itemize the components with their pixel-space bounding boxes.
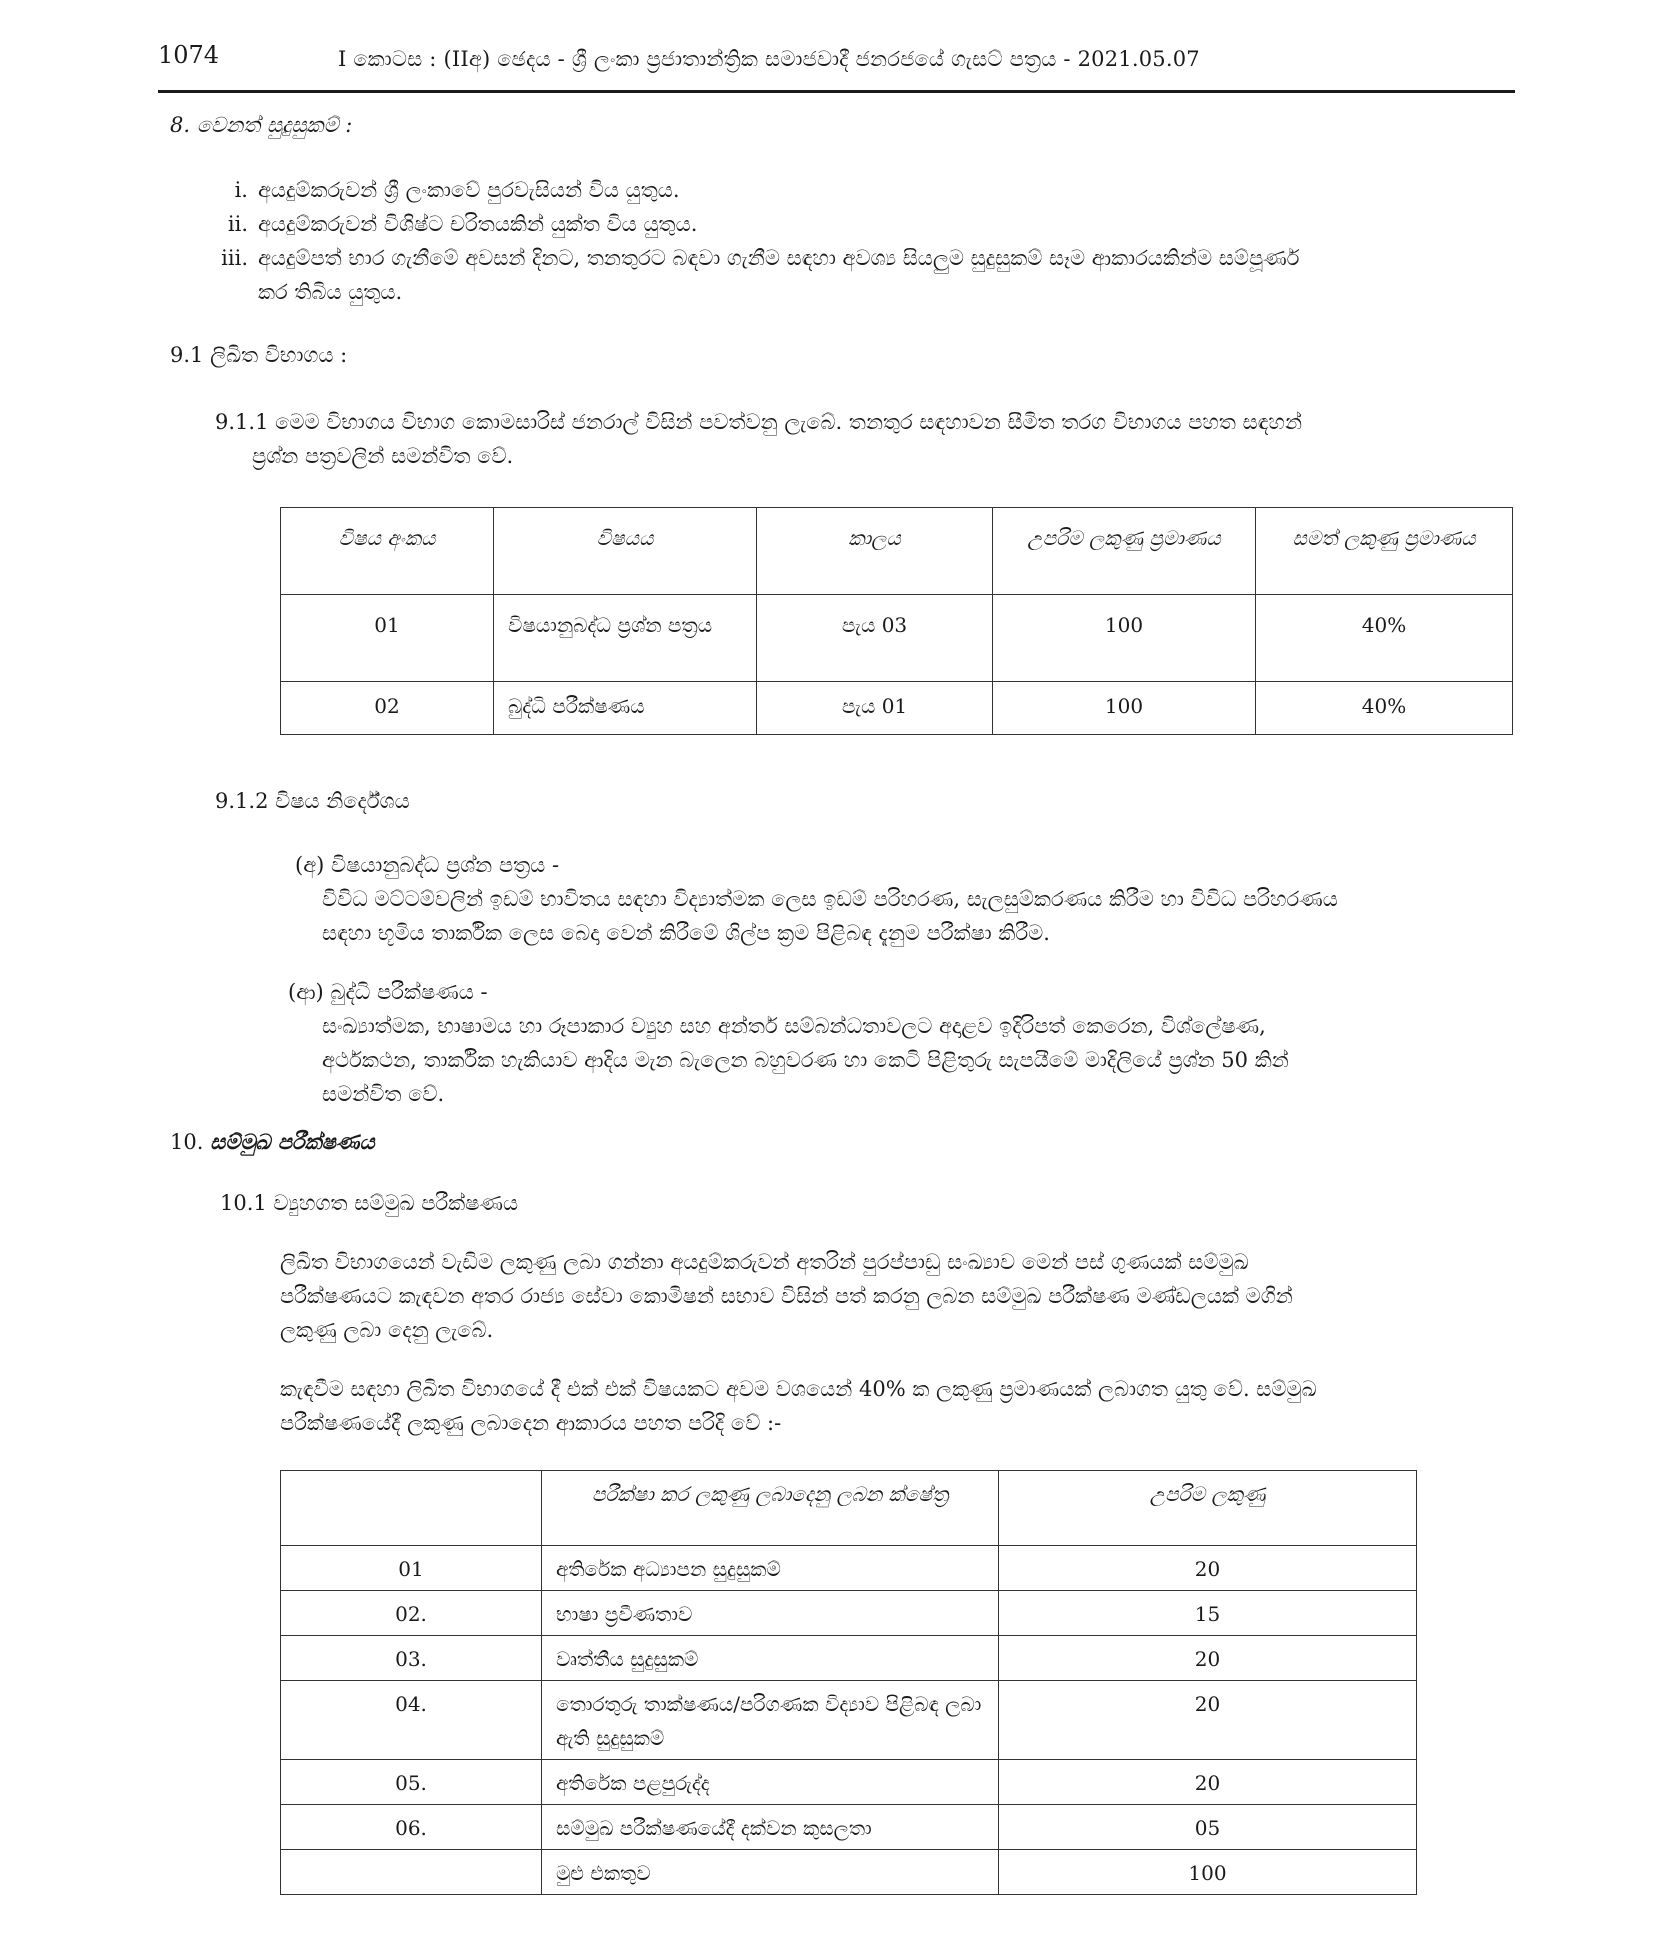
para-10-1-line: ලිඛිත විභාගයෙන් වැඩිම ලකුණු ලබා ගන්නා අයදුම්කරුවන් අතරින් පුරප්පාඩු සංඛ්‍යාව මෙන් පස් ගුණයක් සම්මුඛ (280, 1250, 1249, 1274)
table-row: 04. තොරතුරු තාක්ෂණය/පරිගණක විද්‍යාව පිළිබඳ ලබා ඇති සුදුසුකම් 20 (281, 1681, 1417, 1760)
para-9-1-1-line: 9.1.1 මෙම විභාගය විභාග කොමසාරිස් ජනරාල් විසින් පවත්වනු ලැබේ. තනතුර සඳහාවන සීමිත තරග විභාගය පහත සඳහන් (215, 410, 1303, 434)
para-10-1-line: කැඳවීම සඳහා ලිඛිත විභාගයේ දී එක් එක් විෂයකට අවම වශයෙන් 40% ක ලකුණු ප්‍රමාණයක් ලබාගත යුතු වේ. සම්මුඛ (280, 1377, 1317, 1401)
syllabus-a-line: විවිධ මට්ටම්වලින් ඉඩම් භාවිතය සඳහා විද්‍යාත්මක ලෙස ඉඩම් පරිහරණ, සැලසුම්කරණය කිරීම හා විවිධ පරිහරණය (322, 887, 1338, 911)
section-8-heading: 8. වෙනත් සුදුසුකම් : (170, 113, 353, 137)
table-row: 02. භාෂා ප්‍රවීණතාව 15 (281, 1591, 1417, 1636)
column-header: පරීක්ෂා කර ලකුණු ලබාදෙනු ලබන ක්ෂේත්‍ර (542, 1471, 999, 1546)
section-10-1-heading: 10.1 ව්‍යුහගත සම්මුඛ පරීක්ෂණය (220, 1191, 519, 1215)
syllabus-a-line: සඳහා භූමිය තාර්කික ලෙස බෙදා වෙන් කිරීමේ ශිල්ප ක්‍රම පිළිබඳ දැනුම පරීක්ෂා කිරීම. (322, 921, 1050, 945)
column-header: කාලය (757, 508, 993, 595)
syllabus-a-heading: (අ) විෂයානුබද්ධ ප්‍රශ්න පත්‍රය - (295, 853, 560, 877)
column-header: සමත් ලකුණු ප්‍රමාණය (1256, 508, 1513, 595)
column-header: විෂයය (494, 508, 757, 595)
para-9-1-1-line: ප්‍රශ්න පත්‍රවලින් සමන්විත වේ. (252, 444, 514, 468)
syllabus-aa-line: සමන්විත වේ. (322, 1082, 445, 1106)
table-row: 01 අතිරේක අධ්‍යාපන සුදුසුකම් 20 (281, 1546, 1417, 1591)
section-9-1-heading: 9.1 ලිඛිත විභාගය : (170, 343, 348, 367)
table-row: මුළු එකතුව 100 (281, 1850, 1417, 1895)
column-header: උපරිම ලකුණු (999, 1471, 1417, 1546)
page-number: 1074 (158, 41, 220, 69)
table-row: 02 බුද්ධි පරීක්ෂණය පැය 01 100 40% (281, 682, 1513, 735)
list-item: ii. අයදුම්කරුවන් විශිෂ්ට චරිතයකින් යුක්ත විය යුතුය. (227, 212, 698, 236)
table-row: 06. සම්මුඛ පරීක්ෂණයේදී දක්වන කුසලතා 05 (281, 1805, 1417, 1850)
table-header-row (281, 1471, 1417, 1546)
gazette-title: I කොටස : (IIඅ) ඡෙදය - ශ්‍රී ලංකා ප්‍රජාතාන්ත්‍රික සමාජවාදී ජනරජයේ ගැසට් පත්‍රය - 2021.05.07 (338, 47, 1200, 71)
para-10-1-line: පරීක්ෂණයට කැඳවන අතර රාජ්‍ය සේවා කොමිෂන් සභාව විසින් පත් කරනු ලබන සම්මුඛ පරීක්ෂණ මණ්ඩලයක් මගින් (280, 1284, 1293, 1308)
list-item: iii. අයදුම්පත් භාර ගැනීමේ අවසන් දිනට, තනතුරට බඳවා ගැනීම සඳහා අවශ්‍ය සියලුම සුදුසුකම් සෑම ආකාරයකින්ම සම්පූර්ණ (221, 246, 1300, 270)
table-row: 05. අතිරේක පළපුරුද්ද 20 (281, 1760, 1417, 1805)
table-header-row (281, 508, 1513, 595)
para-9-1-2: 9.1.2 විෂය නිර්දේශය (215, 789, 410, 813)
table-row: 01 විෂයානුබද්ධ ප්‍රශ්න පත්‍රය පැය 03 100 40% (281, 595, 1513, 682)
syllabus-aa-line: සංඛ්‍යාත්මක, භාෂාමය හා රූපාකාර ව්‍යුහ සහ අන්තර් සම්බන්ධතාවලට අදාළව ඉදිරිපත් කෙරෙන, විශ්ලේෂණ, (322, 1014, 1266, 1038)
table-row: 03. වෘත්තීය සුදුසුකම් 20 (281, 1636, 1417, 1681)
page-header (158, 38, 1513, 78)
column-header: උපරිම ලකුණු ප්‍රමාණය (993, 508, 1256, 595)
header-divider (158, 90, 1515, 93)
exam-subjects-table (280, 507, 1513, 735)
syllabus-aa-heading: (ආ) බුද්ධි පරීක්ෂණය - (288, 980, 488, 1004)
list-item-continuation: කර තිබිය යුතුය. (258, 280, 403, 304)
column-header: විෂය අංකය (281, 508, 494, 595)
list-item: i. අයදුම්කරුවන් ශ්‍රී ලංකාවේ පුරවැසියන් විය යුතුය. (234, 178, 680, 202)
para-10-1-line: ලකුණු ලබා දෙනු ලැබේ. (280, 1318, 494, 1342)
para-10-1-line: පරීක්ෂණයේදී ලකුණු ලබාදෙන ආකාරය පහත පරිදි වේ :- (280, 1411, 782, 1435)
syllabus-aa-line: අර්ථකථන, තාර්කික හැකියාව ආදිය මැන බැලෙන බහුවරණ හා කෙටි පිළිතුරු සැපයීමේ මාදිලියේ ප්‍රශ්න 50 කින් (322, 1048, 1289, 1072)
interview-marks-table (280, 1470, 1417, 1895)
column-header (281, 1471, 542, 1546)
section-10-heading: 10. සම්මුඛ පරීක්ෂණය (170, 1129, 375, 1154)
